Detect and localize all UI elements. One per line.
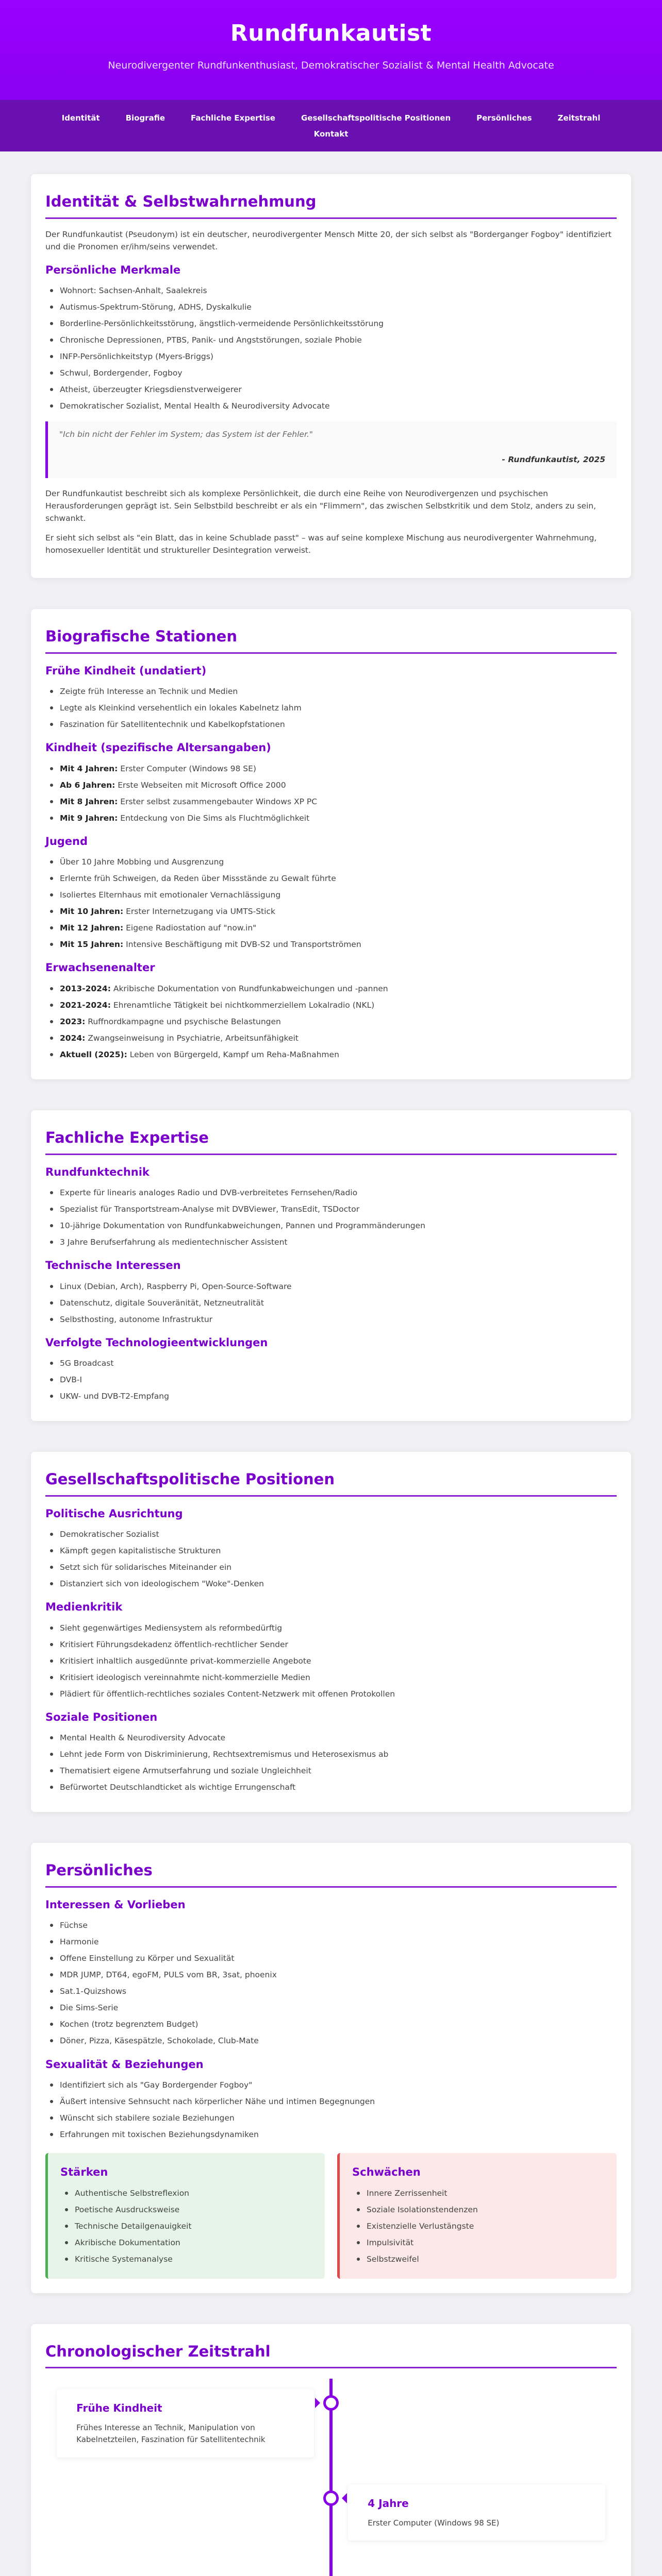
timeline-marker — [323, 2395, 339, 2411]
timeline-entry-text: Frühes Interesse an Technik, Manipulation von Kabelnetzteilen, Faszination für Satellitentechnik — [76, 2423, 266, 2445]
list-item: Schwul, Bordergender, Fogboy — [45, 367, 617, 379]
item-list — [45, 1919, 617, 2047]
list-item: Impulsivität — [352, 2236, 604, 2249]
list-item — [45, 702, 617, 714]
list-item — [45, 856, 617, 868]
list-item: Döner, Pizza, Käsespätzle, Schokolade, Club-Mate — [45, 2035, 617, 2047]
strengths-heading: Stärken — [60, 2166, 108, 2179]
list-item — [45, 938, 617, 951]
item-text: Erster Internetzugang via UMTS-Stick — [123, 907, 275, 917]
subsection-heading: Interessen & Vorlieben — [45, 1898, 186, 1911]
list-item: Borderline-Persönlichkeitsstörung, ängstlich-vermeidende Persönlichkeitsstörung — [45, 317, 617, 330]
list-item: Plädiert für öffentlich-rechtliches soziales Content-Netzwerk mit offenen Protokollen — [45, 1688, 617, 1700]
item-lead: Mit 9 Jahren: — [60, 813, 118, 823]
item-lead: 2013-2024: — [60, 984, 111, 993]
list-item: Sat.1-Quizshows — [45, 1985, 617, 1997]
description-paragraph: Der Rundfunkautist beschreibt sich als komplexe Persönlichkeit, die durch eine Reihe von Neurodivergenzen und psychischen Herausforderungen geprägt ist. Sein Selbstbild beschreibt er als ein "Flimmern", das zwischen Selbstkritik und dem Stolz, anders zu sein, schwankt. — [45, 489, 597, 523]
list-item: Äußert intensive Sehnsucht nach körperlicher Nähe und intimen Begegnungen — [45, 2095, 617, 2108]
list-item: Demokratischer Sozialist — [45, 1528, 617, 1540]
item-lead: 2021-2024: — [60, 1000, 111, 1010]
timeline-entry-title: 4 Jahre — [368, 2497, 409, 2510]
item-list — [45, 1280, 617, 1326]
subsection-heading: Kindheit (spezifische Altersangaben) — [45, 741, 271, 754]
bio-list — [45, 685, 617, 731]
item-list — [45, 1622, 617, 1700]
subsection-heading: Jugend — [45, 835, 88, 848]
list-item — [45, 872, 617, 885]
list-item: Soziale Isolationstendenzen — [352, 2204, 604, 2216]
item-text: Entdeckung von Die Sims als Fluchtmöglichkeit — [118, 813, 310, 823]
subsection-heading: Verfolgte Technologieentwicklungen — [45, 1336, 268, 1349]
list-item: Distanziert sich von ideologischem "Woke"-Denken — [45, 1578, 617, 1590]
list-item: Mental Health & Neurodiversity Advocate — [45, 1732, 617, 1744]
item-text: Über 10 Jahre Mobbing und Ausgrenzung — [60, 857, 224, 867]
subsection-heading: Politische Ausrichtung — [45, 1507, 183, 1520]
list-item: Autismus-Spektrum-Störung, ADHS, Dyskalkulie — [45, 301, 617, 313]
section-identity — [31, 174, 631, 578]
item-text: Faszination für Satellitentechnik und Kabelkopfstationen — [60, 720, 285, 730]
list-item: Thematisiert eigene Armutserfahrung und soziale Ungleichheit — [45, 1765, 617, 1777]
list-item: Sieht gegenwärtiges Mediensystem als reformbedürftig — [45, 1622, 617, 1634]
nav-link-fachliche-expertise[interactable]: Fachliche Expertise — [191, 113, 275, 123]
nav-link-persönliches[interactable]: Persönliches — [476, 113, 532, 123]
list-item — [45, 1015, 617, 1028]
list-item: Kritisiert inhaltlich ausgedünnte privat-kommerzielle Angebote — [45, 1655, 617, 1667]
subsection-heading: Technische Interessen — [45, 1259, 181, 1272]
list-item: Erfahrungen mit toxischen Beziehungsdynamiken — [45, 2128, 617, 2141]
bio-list — [45, 856, 617, 951]
list-item: Wohnort: Sachsen-Anhalt, Saalekreis — [45, 284, 617, 297]
item-lead: Mit 4 Jahren: — [60, 764, 118, 773]
item-list — [45, 1357, 617, 1402]
item-text: Ehrenamtliche Tätigkeit bei nichtkommerziellem Lokalradio (NKL) — [110, 1000, 375, 1010]
item-lead: Aktuell (2025): — [60, 1050, 127, 1059]
list-item: Identifiziert sich als "Gay Bordergender Fogboy" — [45, 2079, 617, 2091]
list-item: Füchse — [45, 1919, 617, 1931]
list-item: Selbsthosting, autonome Infrastruktur — [45, 1313, 617, 1326]
list-item: Innere Zerrissenheit — [352, 2187, 604, 2199]
list-item — [45, 812, 617, 824]
list-item: Spezialist für Transportstream-Analyse mit DVBViewer, TransEdit, TSDoctor — [45, 1203, 617, 1215]
item-lead: Mit 8 Jahren: — [60, 796, 118, 806]
list-item — [45, 905, 617, 918]
list-item — [45, 1032, 617, 1044]
list-item: Demokratischer Sozialist, Mental Health & Neurodiversity Advocate — [45, 400, 617, 412]
subsection-heading: Frühe Kindheit (undatiert) — [45, 664, 207, 677]
section-expertise — [31, 1110, 631, 1421]
item-lead: Mit 10 Jahren: — [60, 907, 124, 917]
item-lead: Mit 12 Jahren: — [60, 923, 124, 933]
item-text: Erster selbst zusammengebauter Windows XP PC — [118, 796, 318, 806]
list-item — [45, 795, 617, 808]
item-text: Intensive Beschäftigung mit DVB-S2 und Transportströmen — [123, 940, 361, 950]
list-item: 5G Broadcast — [45, 1357, 617, 1369]
strengths-box — [45, 2153, 325, 2279]
item-list — [45, 1528, 617, 1590]
list-item: Kämpft gegen kapitalistische Strukturen — [45, 1545, 617, 1557]
timeline-entry-title: Frühe Kindheit — [76, 2402, 162, 2415]
list-item — [45, 889, 617, 901]
list-item — [45, 999, 617, 1011]
list-item: Technische Detailgenauigkeit — [60, 2220, 312, 2232]
bio-list — [45, 762, 617, 824]
quote-text: "Ich bin nicht der Fehler im System; das System ist der Fehler." — [59, 430, 313, 439]
list-item: Selbstzweifel — [352, 2253, 604, 2265]
subsection-heading: Soziale Positionen — [45, 1710, 158, 1723]
subsection-heading: Sexualität & Beziehungen — [45, 2058, 204, 2071]
weaknesses-heading: Schwächen — [352, 2166, 421, 2179]
subsection-heading: Rundfunktechnik — [45, 1165, 150, 1178]
list-item — [45, 982, 617, 995]
timeline-pointer — [315, 2398, 320, 2408]
nav-link-identität[interactable]: Identität — [61, 113, 100, 123]
item-list — [45, 2079, 617, 2141]
description-paragraph: Er sieht sich selbst als "ein Blatt, das in keine Schublade passt" – was auf seine komplexe Mischung aus neurodivergenter Wahrnehmung, homosexueller Identität und struktureller Desintegration verweist. — [45, 533, 597, 555]
list-item: 10-jährige Dokumentation von Rundfunkabweichungen, Pannen und Programmänderungen — [45, 1219, 617, 1232]
list-item: Existenzielle Verlustängste — [352, 2220, 604, 2232]
section-heading: Gesellschaftspolitische Positionen — [45, 1468, 617, 1497]
item-text: Leben von Bürgergeld, Kampf um Reha-Maßnahmen — [127, 1050, 339, 1059]
section-politics — [31, 1452, 631, 1812]
item-text: Zwangseinweisung in Psychiatrie, Arbeitsunfähigkeit — [85, 1033, 299, 1043]
list-item: Kritisiert ideologisch vereinnahmte nicht-kommerzielle Medien — [45, 1671, 617, 1684]
main-navigation — [0, 100, 662, 151]
list-item: Kritisiert Führungsdekadenz öffentlich-rechtlicher Sender — [45, 1638, 617, 1651]
item-list — [45, 1732, 617, 1793]
item-lead: Mit 15 Jahren: — [60, 940, 124, 950]
list-item: Setzt sich für solidarisches Miteinander ein — [45, 1561, 617, 1573]
list-item: Authentische Selbstreflexion — [60, 2187, 312, 2199]
section-heading: Identität & Selbstwahrnehmung — [45, 191, 617, 219]
list-item: 3 Jahre Berufserfahrung als medientechnischer Assistent — [45, 1236, 617, 1248]
quote-citation: - Rundfunkautist, 2025 — [502, 455, 605, 465]
list-item: Atheist, überzeugter Kriegsdienstverweigerer — [45, 383, 617, 396]
list-item — [45, 922, 617, 934]
bio-list — [45, 982, 617, 1061]
list-item: Befürwortet Deutschlandticket als wichtige Errungenschaft — [45, 1781, 617, 1793]
subsection-heading: Persönliche Merkmale — [45, 263, 181, 276]
item-text: Ruffnordkampagne und psychische Belastungen — [85, 1016, 281, 1026]
list-item: Kochen (trotz begrenztem Budget) — [45, 2018, 617, 2030]
list-item: Die Sims-Serie — [45, 2002, 617, 2014]
intro-text: Der Rundfunkautist (Pseudonym) ist ein deutscher, neurodivergenter Mensch Mitte 20, der sich selbst als "Borderganger Fogboy" identifiziert und die Pronomen er/ihm/seins verwendet. — [45, 229, 611, 251]
list-item: Offene Einstellung zu Körper und Sexualität — [45, 1952, 617, 1964]
item-text: Erlernte früh Schweigen, da Reden über Missstände zu Gewalt führte — [60, 874, 336, 884]
subsection-heading: Erwachsenenalter — [45, 961, 155, 974]
list-item: Kritische Systemanalyse — [60, 2253, 312, 2265]
list-item: Experte für linearis analoges Radio und DVB-verbreitetes Fernsehen/Radio — [45, 1187, 617, 1199]
item-lead: 2024: — [60, 1033, 86, 1043]
timeline-entry — [57, 2389, 314, 2458]
timeline-entry-text: Erster Computer (Windows 98 SE) — [368, 2518, 500, 2528]
item-text: Zeigte früh Interesse an Technik und Medien — [60, 687, 238, 697]
list-item: Chronische Depressionen, PTBS, Panik- und Angststörungen, soziale Phobie — [45, 334, 617, 346]
section-personal — [31, 1843, 631, 2293]
section-heading: Fachliche Expertise — [45, 1127, 617, 1155]
list-item: DVB-I — [45, 1374, 617, 1386]
list-item — [45, 1048, 617, 1061]
timeline-pointer — [342, 2493, 347, 2503]
nav-link-gesellschaftspolitische-positionen[interactable]: Gesellschaftspolitische Positionen — [301, 113, 451, 123]
list-item: Datenschutz, digitale Souveränität, Netzneutralität — [45, 1297, 617, 1309]
list-item: Akribische Dokumentation — [60, 2236, 312, 2249]
timeline-entry — [348, 2484, 605, 2540]
list-item — [45, 779, 617, 791]
list-item: UKW- und DVB-T2-Empfang — [45, 1390, 617, 1402]
section-biography — [31, 609, 631, 1079]
quote-block — [45, 421, 617, 478]
page-header — [0, 0, 662, 100]
list-item: MDR JUMP, DT64, egoFM, PULS vom BR, 3sat, phoenix — [45, 1969, 617, 1981]
item-text: Akribische Dokumentation von Rundfunkabweichungen und -pannen — [110, 984, 388, 993]
subsection-heading: Medienkritik — [45, 1601, 123, 1614]
section-timeline — [31, 2324, 631, 2576]
item-lead: Ab 6 Jahren: — [60, 780, 115, 790]
list-item: Wünscht sich stabilere soziale Beziehungen — [45, 2112, 617, 2124]
list-item: Poetische Ausdrucksweise — [60, 2204, 312, 2216]
item-text: Erste Webseiten mit Microsoft Office 2000 — [115, 780, 286, 790]
item-text: Legte als Kleinkind versehentlich ein lokales Kabelnetz lahm — [60, 703, 302, 713]
section-heading: Chronologischer Zeitstrahl — [45, 2341, 617, 2369]
item-list — [45, 1187, 617, 1248]
list-item: Harmonie — [45, 1936, 617, 1948]
timeline-marker — [323, 2490, 339, 2506]
traits-list — [45, 284, 617, 412]
list-item: Lehnt jede Form von Diskriminierung, Rechtsextremismus und Heterosexismus ab — [45, 1748, 617, 1760]
nav-link-biografie[interactable]: Biografie — [125, 113, 165, 123]
item-lead: 2023: — [60, 1016, 86, 1026]
list-item: INFP-Persönlichkeitstyp (Myers-Briggs) — [45, 350, 617, 363]
site-title: Rundfunkautist — [230, 20, 432, 46]
weaknesses-box — [337, 2153, 617, 2279]
list-item — [45, 718, 617, 731]
section-heading: Biografische Stationen — [45, 625, 617, 654]
item-text: Eigene Radiostation auf "now.in" — [123, 923, 257, 933]
site-subtitle: Neurodivergenter Rundfunkenthusiast, Demokratischer Sozialist & Mental Health Advocate — [108, 59, 554, 71]
list-item: Linux (Debian, Arch), Raspberry Pi, Open-Source-Software — [45, 1280, 617, 1293]
timeline — [45, 2379, 617, 2576]
nav-link-zeitstrahl[interactable]: Zeitstrahl — [557, 113, 601, 123]
item-text: Erster Computer (Windows 98 SE) — [118, 764, 256, 773]
list-item — [45, 685, 617, 698]
section-heading: Persönliches — [45, 1859, 617, 1888]
nav-link-kontakt[interactable]: Kontakt — [313, 129, 349, 139]
item-text: Isoliertes Elternhaus mit emotionaler Vernachlässigung — [60, 890, 281, 900]
list-item — [45, 762, 617, 775]
